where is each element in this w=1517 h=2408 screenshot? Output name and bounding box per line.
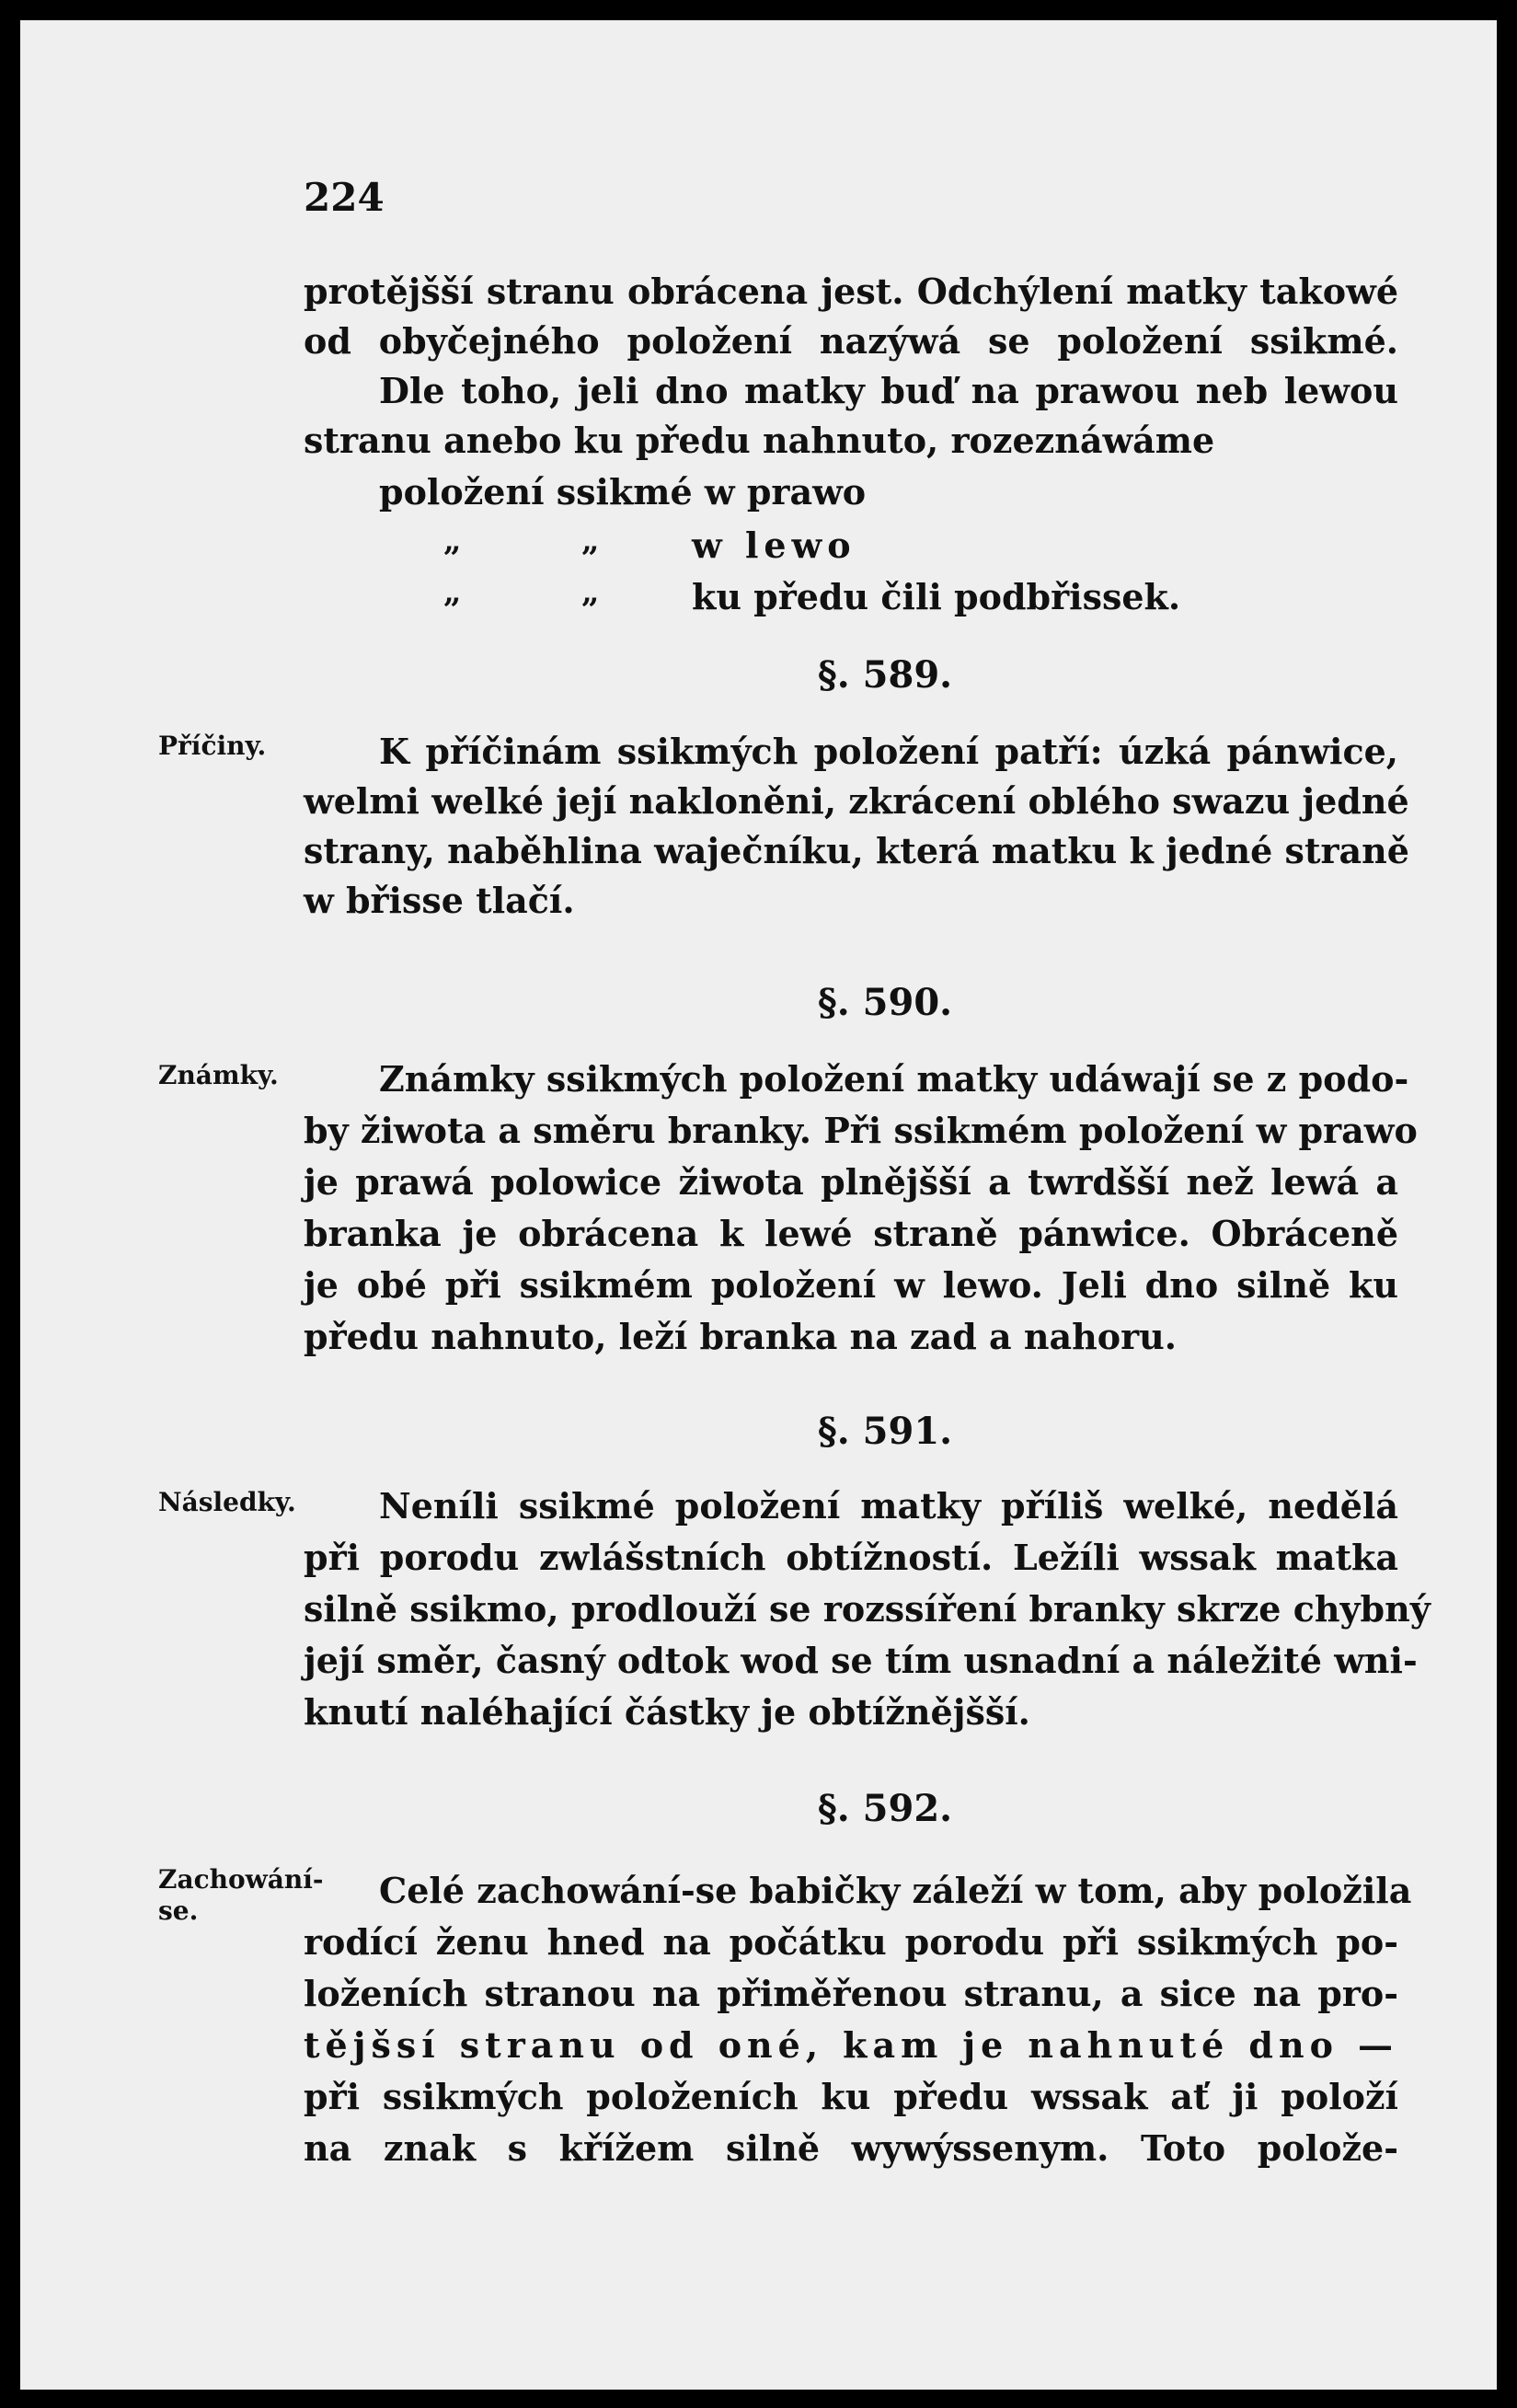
section-heading: §. 590. [817, 981, 953, 1024]
ditto-mark: „ [581, 523, 600, 559]
text-line: Celé zachowání-se babičky záleží w tom, aby položila [379, 1870, 1412, 1911]
ditto-mark: „ [443, 523, 462, 559]
text-line: silně ssikmo, prodlouží se rozssíření branky skrze chybný [304, 1588, 1431, 1630]
text-line: na znak s křížem silně wywýssenym. Toto polože- [304, 2127, 1398, 2169]
text-line: strany, naběhlina waječníku, která matku k jedné straně [304, 830, 1409, 871]
text-line: knutí naléhající částky je obtížnějšší. [304, 1691, 1030, 1733]
text-line: w břisse tlačí. [304, 880, 575, 921]
list-item: w lewo [692, 524, 856, 566]
text-line: je prawá polowice žiwota plnějšší a twrdšší než lewá a [304, 1161, 1398, 1203]
text-line: Dle toho, jeli dno matky buď na prawou neb lewou [379, 370, 1398, 411]
text-line: branka je obrácena k lewé straně pánwice. Obráceně [304, 1213, 1398, 1254]
text-line: loženích stranou na přiměřenou stranu, a sice na pro- [304, 1973, 1398, 2014]
section-heading: §. 589. [817, 653, 953, 697]
text-line: protějšší stranu obrácena jest. Odchýlení matky takowé [304, 271, 1398, 312]
book-page [20, 20, 1497, 2390]
text-line: stranu anebo ku předu nahnuto, rozeznáwáme [304, 420, 1215, 461]
text-line: Neníli ssikmé položení matky příliš welké, nedělá [379, 1485, 1398, 1527]
margin-note: Zachowání-se. [158, 1864, 324, 1926]
section-heading: §. 592. [817, 1787, 953, 1830]
text-line: při ssikmých položeních ku předu wssak ať ji položí [304, 2076, 1398, 2117]
page-number: 224 [304, 175, 385, 220]
text-line: K příčinám ssikmých položení patří: úzká pánwice, [379, 731, 1398, 772]
text-line: Známky ssikmých položení matky udáwají se z podo- [379, 1058, 1409, 1100]
margin-note: Následky. [158, 1487, 296, 1517]
text-line: welmi welké její nakloněni, zkrácení oblého swazu jedné [304, 780, 1409, 822]
text-line: rodící ženu hned na počátku porodu při ssikmých po- [304, 1921, 1398, 1963]
list-item: položení ssikmé w prawo [379, 471, 867, 513]
list-item: ku předu čili podbřissek. [692, 576, 1181, 617]
text-line: by žiwota a směru branky. Při ssikmém položení w prawo [304, 1110, 1418, 1151]
text-line: její směr, časný odtok wod se tím usnadní a náležité wni- [304, 1640, 1418, 1681]
text-line: od obyčejného položení nazýwá se položení ssikmé. [304, 320, 1398, 362]
margin-note: Příčiny. [158, 731, 267, 761]
ditto-mark: „ [581, 574, 600, 611]
text-line: je obé při ssikmém položení w lewo. Jeli dno silně ku [304, 1264, 1398, 1306]
section-heading: §. 591. [817, 1410, 953, 1453]
text-line: tějšsí stranu od oné, kam je nahnuté dno — [304, 2024, 1398, 2066]
text-line: předu nahnuto, leží branka na zad a nahoru. [304, 1316, 1177, 1357]
ditto-mark: „ [443, 574, 462, 611]
margin-note: Známky. [158, 1060, 279, 1090]
text-line: při porodu zwlášstních obtížností. Ležíli wssak matka [304, 1537, 1398, 1578]
